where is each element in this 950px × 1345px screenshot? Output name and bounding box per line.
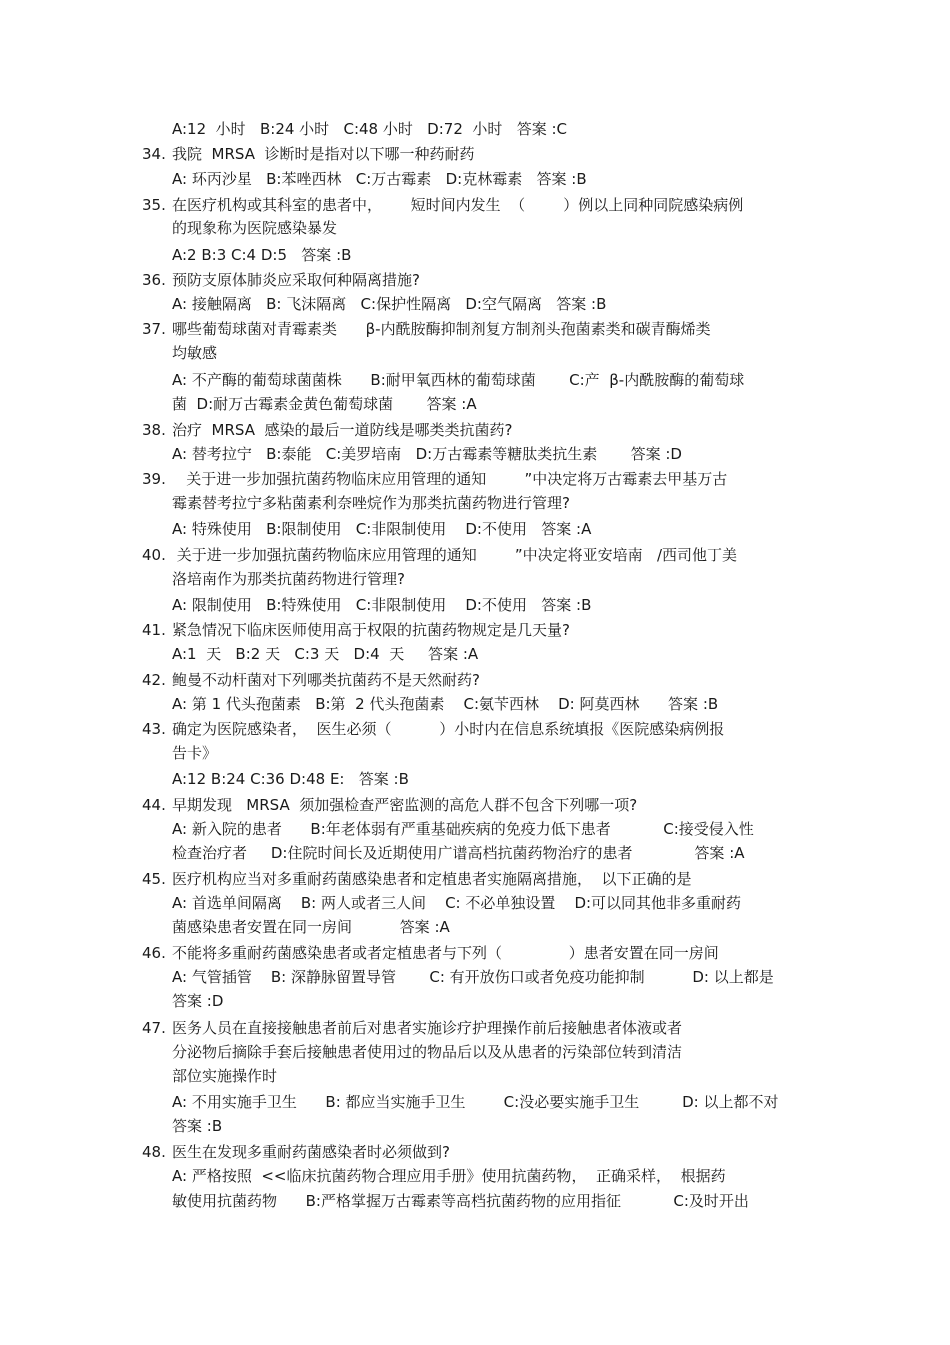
q48-options-line-1: A: 严格按照 <<临床抗菌药物合理应用手册》使用抗菌药物， 正确采样， 根据药 xyxy=(172,1167,726,1185)
q46-options-line-1: A: 气管插管 B: 深静脉留置导管 C: 有开放伤口或者免疫功能抑制 D: 以上都是 xyxy=(172,968,774,986)
q35-stem-line-2: 的现象称为医院感染暴发 xyxy=(172,219,338,237)
q48-options-line-2: 敏使用抗菌药物 B:严格掌握万古霉素等高档抗菌药物的应用指征 C:及时开出 xyxy=(172,1192,749,1210)
q34-stem-line-1: 我院 MRSA 诊断时是指对以下哪一种药耐药 xyxy=(172,145,475,163)
q36-number: 36. xyxy=(142,271,166,289)
q45-stem-line-1: 医疗机构应当对多重耐药菌感染患者和定植患者实施隔离措施， 以下正确的是 xyxy=(172,870,692,888)
q33-options-line-1: A:12 小时 B:24 小时 C:48 小时 D:72 小时 答案 :C xyxy=(172,120,567,138)
q43-number: 43. xyxy=(142,720,166,738)
q35-number: 35. xyxy=(142,196,166,214)
q41-number: 41. xyxy=(142,621,166,639)
q38-stem-line-1: 治疗 MRSA 感染的最后一道防线是哪类类抗菌药? xyxy=(172,421,513,439)
q47-options-line-1: A: 不用实施手卫生 B: 都应当实施手卫生 C:没必要实施手卫生 D: 以上都不对 xyxy=(172,1093,779,1111)
q35-options-line-1: A:2 B:3 C:4 D:5 答案 :B xyxy=(172,246,352,264)
q48-number: 48. xyxy=(142,1143,166,1161)
q45-options-line-2: 菌感染患者安置在同一房间 答案 :A xyxy=(172,918,450,936)
q42-number: 42. xyxy=(142,671,166,689)
q46-number: 46. xyxy=(142,944,166,962)
q47-number: 47. xyxy=(142,1019,166,1037)
q40-number: 40. xyxy=(142,546,166,564)
q34-number: 34. xyxy=(142,145,166,163)
q42-options-line-1: A: 第 1 代头孢菌素 B:第 2 代头孢菌素 C:氨苄西林 D: 阿莫西林 答案 :B xyxy=(172,695,719,713)
q47-stem-line-1: 医务人员在直接接触患者前后对患者实施诊疗护理操作前后接触患者体液或者 xyxy=(172,1019,683,1037)
q46-stem-line-1: 不能将多重耐药菌感染患者或者定植患者与下列（ ）患者安置在同一房间 xyxy=(172,944,719,962)
q47-stem-line-3: 部位实施操作时 xyxy=(172,1067,278,1085)
q35-stem-line-1: 在医疗机构或其科室的患者中， 短时间内发生 （ ）例以上同种同院感染病例 xyxy=(172,196,744,214)
q37-options-line-1: A: 不产酶的葡萄球菌菌株 B:耐甲氧西林的葡萄球菌 C:产 β-内酰胺酶的葡萄球 xyxy=(172,371,745,389)
q38-number: 38. xyxy=(142,421,166,439)
q48-stem-line-1: 医生在发现多重耐药菌感染者时必须做到? xyxy=(172,1143,450,1161)
q40-stem-line-1: 关于进一步加强抗菌药物临床应用管理的通知 ”中决定将亚安培南 /西司他丁美 xyxy=(172,546,738,564)
q44-number: 44. xyxy=(142,796,166,814)
q44-options-line-2: 检查治疗者 D:住院时间长及近期使用广谱高档抗菌药物治疗的患者 答案 :A xyxy=(172,844,745,862)
q39-number: 39. xyxy=(142,470,166,488)
q36-stem-line-1: 预防支原体肺炎应采取何种隔离措施? xyxy=(172,271,420,289)
q38-options-line-1: A: 替考拉宁 B:泰能 C:美罗培南 D:万古霉素等糖肽类抗生素 答案 :D xyxy=(172,445,682,463)
q46-options-line-2: 答案 :D xyxy=(172,992,224,1010)
q41-stem-line-1: 紧急情况下临床医师使用高于权限的抗菌药物规定是几天量? xyxy=(172,621,570,639)
q37-number: 37. xyxy=(142,320,166,338)
q47-stem-line-2: 分泌物后摘除手套后接触患者使用过的物品后以及从患者的污染部位转到清洁 xyxy=(172,1043,683,1061)
q43-options-line-1: A:12 B:24 C:36 D:48 E: 答案 :B xyxy=(172,770,409,788)
q39-stem-line-1: 关于进一步加强抗菌药物临床应用管理的通知 ”中决定将万古霉素去甲基万古 xyxy=(172,470,728,488)
q34-options-line-1: A: 环丙沙星 B:苯唑西林 C:万古霉素 D:克林霉素 答案 :B xyxy=(172,170,587,188)
q47-options-line-2: 答案 :B xyxy=(172,1117,223,1135)
q37-options-line-2: 菌 D:耐万古霉素金黄色葡萄球菌 答案 :A xyxy=(172,395,477,413)
q42-stem-line-1: 鲍曼不动杆菌对下列哪类抗菌药不是天然耐药? xyxy=(172,671,480,689)
q43-stem-line-2: 告卡》 xyxy=(172,744,218,762)
q44-stem-line-1: 早期发现 MRSA 须加强检查严密监测的高危人群不包含下列哪一项? xyxy=(172,796,638,814)
q39-stem-line-2: 霉素替考拉宁多粘菌素利奈唑烷作为那类抗菌药物进行管理? xyxy=(172,494,570,512)
q45-number: 45. xyxy=(142,870,166,888)
q40-options-line-1: A: 限制使用 B:特殊使用 C:非限制使用 D:不使用 答案 :B xyxy=(172,596,592,614)
q39-options-line-1: A: 特殊使用 B:限制使用 C:非限制使用 D:不使用 答案 :A xyxy=(172,520,592,538)
q37-stem-line-2: 均敏感 xyxy=(172,344,218,362)
q44-options-line-1: A: 新入院的患者 B:年老体弱有严重基础疾病的免疫力低下患者 C:接受侵入性 xyxy=(172,820,754,838)
q36-options-line-1: A: 接触隔离 B: 飞沫隔离 C:保护性隔离 D:空气隔离 答案 :B xyxy=(172,295,607,313)
q37-stem-line-1: 哪些葡萄球菌对青霉素类 β-内酰胺酶抑制剂复方制剂头孢菌素类和碳青酶烯类 xyxy=(172,320,711,338)
q43-stem-line-1: 确定为医院感染者， 医生必须（ ）小时内在信息系统填报《医院感染病例报 xyxy=(172,720,725,738)
q40-stem-line-2: 洛培南作为那类抗菌药物进行管理? xyxy=(172,570,405,588)
q45-options-line-1: A: 首选单间隔离 B: 两人或者三人间 C: 不必单独设置 D:可以同其他非多重耐药 xyxy=(172,894,742,912)
q41-options-line-1: A:1 天 B:2 天 C:3 天 D:4 天 答案 :A xyxy=(172,645,479,663)
